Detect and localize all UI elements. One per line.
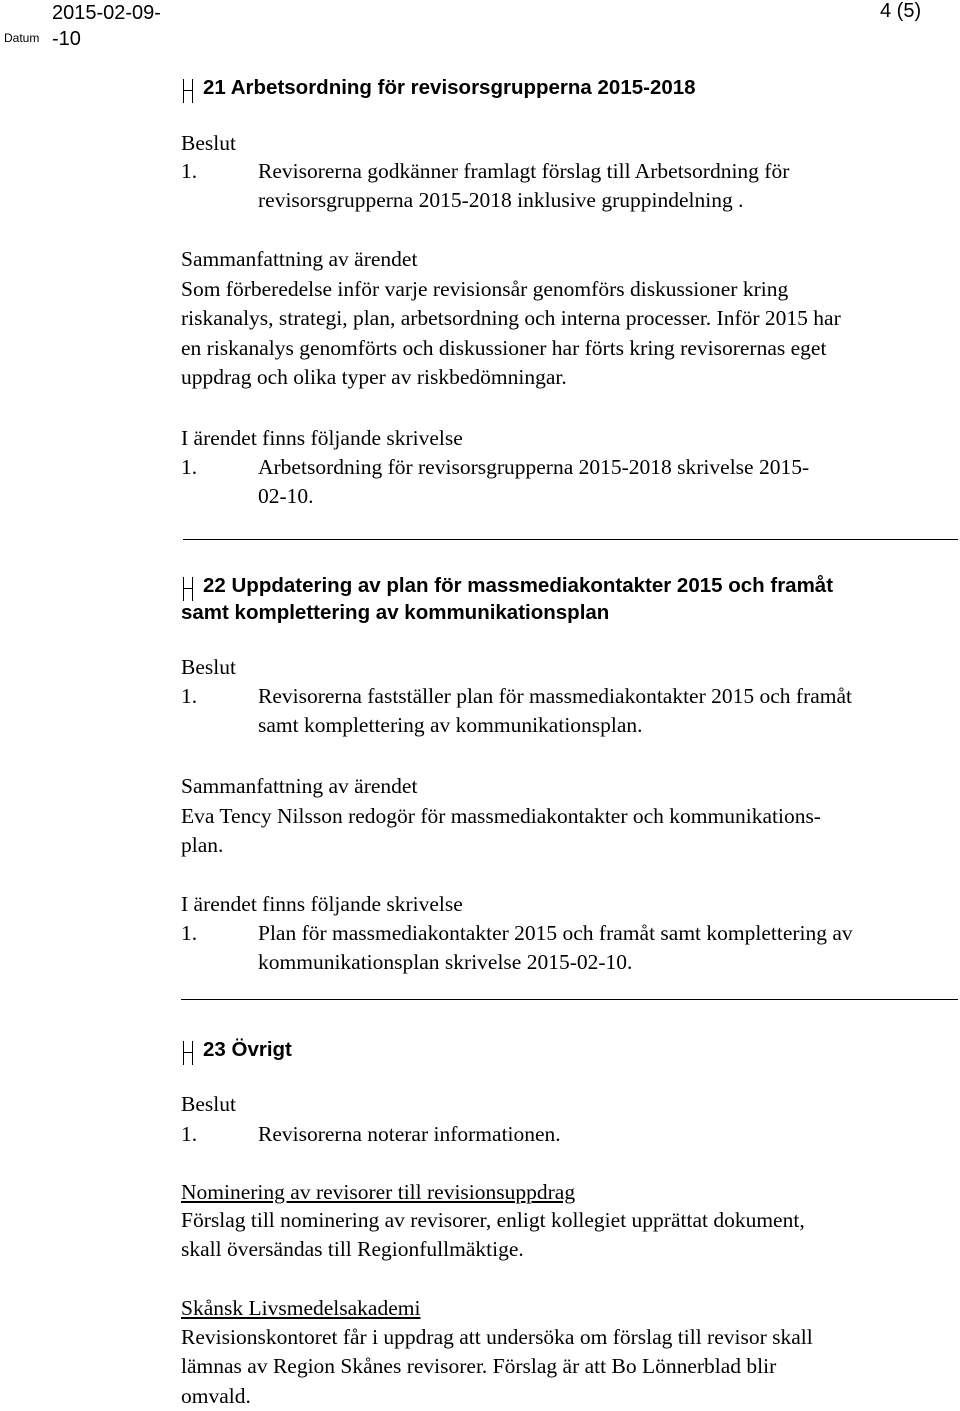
section-23-title: 23 Övrigt	[203, 1038, 292, 1061]
livsmedelsakademi-heading: Skånsk Livsmedelsakademi	[181, 1296, 421, 1320]
paragraph-anchor-icon	[183, 577, 193, 601]
text-line: Eva Tency Nilsson redogör för massmediakontakter och kommunikations-	[181, 804, 821, 828]
document-date	[52, 0, 161, 52]
text-line: Revisorerna noterar informationen.	[258, 1122, 561, 1146]
paragraph-anchor-icon	[183, 1041, 193, 1065]
list-number: 1.	[181, 921, 198, 945]
section-22-beslut-heading: Beslut	[181, 655, 236, 679]
section-21-beslut-item	[181, 157, 960, 217]
section-23-beslut-item	[181, 1120, 960, 1150]
section-21-letter-item	[181, 453, 960, 513]
text-line: omvald.	[181, 1383, 251, 1408]
text-line: uppdrag och olika typer av riskbedömningar.	[181, 364, 567, 389]
section-21-letter-heading: I ärendet finns följande skrivelse	[181, 426, 463, 450]
text-line: Revisionskontoret får i uppdrag att undersöka om förslag till revisor skall	[181, 1325, 813, 1349]
text-line: Arbetsordning för revisorsgrupperna 2015-2018 skrivelse 2015-	[258, 455, 810, 479]
section-22-summary-heading: Sammanfattning av ärendet	[181, 774, 418, 798]
text-line: en riskanalys genomförts och diskussioner har förts kring revisorernas eget	[181, 335, 827, 360]
nominering-text	[181, 1206, 805, 1265]
title-line: 22 Uppdatering av plan för massmediakontakter 2015 och framåt	[203, 574, 834, 597]
section-22-letter-heading: I ärendet finns följande skrivelse	[181, 892, 463, 916]
list-number: 1.	[181, 684, 198, 708]
text-line: lämnas av Region Skånes revisorer. Förslag är att Bo Lönnerblad blir	[181, 1354, 777, 1379]
section-divider	[183, 539, 958, 540]
nominering-heading: Nominering av revisorer till revisionsuppdrag	[181, 1180, 576, 1204]
text-line: Som förberedelse inför varje revisionsår genomförs diskussioner kring	[181, 277, 789, 301]
text-line: Revisorerna godkänner framlagt förslag till Arbetsordning för	[258, 159, 790, 183]
text-line: 02-10.	[258, 484, 314, 509]
list-item-text	[258, 453, 809, 512]
title-line: samt komplettering av kommunikationsplan	[181, 601, 610, 624]
page-number: 4 (5)	[880, 0, 922, 22]
section-21-title: 21 Arbetsordning för revisorsgrupperna 2015-2018	[203, 76, 696, 99]
section-22-summary-text	[181, 802, 821, 861]
text-line: Förslag till nominering av revisorer, enligt kollegiet upprättat dokument,	[181, 1208, 805, 1232]
text-line: plan.	[181, 833, 224, 858]
text-line: revisorsgrupperna 2015-2018 inklusive gruppindelning .	[258, 188, 744, 213]
section-22-letter-item	[181, 919, 960, 979]
text-line: skall översändas till Regionfullmäktige.	[181, 1237, 524, 1262]
section-22-title-continued	[181, 599, 609, 626]
section-21-summary-text	[181, 275, 841, 392]
list-item-text	[258, 682, 852, 741]
text-line: samt komplettering av kommunikationsplan.	[258, 713, 643, 738]
date-label: Datum	[4, 31, 40, 45]
text-line: Revisorerna fastställer plan för massmediakontakter 2015 och framåt	[258, 684, 853, 708]
text-line: kommunikationsplan skrivelse 2015-02-10.	[258, 950, 633, 975]
list-number: 1.	[181, 1122, 198, 1146]
document-date-line-2: -10	[52, 28, 81, 50]
section-23-beslut-heading: Beslut	[181, 1092, 236, 1116]
document-date-line-1: 2015-02-09-	[52, 2, 161, 24]
list-number: 1.	[181, 455, 198, 479]
section-22-title	[203, 572, 833, 599]
section-22-beslut-item	[181, 682, 960, 742]
list-item-text	[258, 157, 789, 216]
text-line: Plan för massmediakontakter 2015 och framåt samt komplettering av	[258, 921, 853, 945]
list-item-text	[258, 1120, 561, 1149]
paragraph-anchor-icon	[183, 79, 193, 103]
section-21-beslut-heading: Beslut	[181, 131, 236, 155]
list-number: 1.	[181, 159, 198, 183]
section-divider	[181, 999, 958, 1000]
section-21-summary-heading: Sammanfattning av ärendet	[181, 247, 418, 271]
text-line: riskanalys, strategi, plan, arbetsordning och interna processer. Inför 2015 har	[181, 306, 841, 331]
livsmedelsakademi-text	[181, 1323, 813, 1411]
list-item-text	[258, 919, 853, 978]
